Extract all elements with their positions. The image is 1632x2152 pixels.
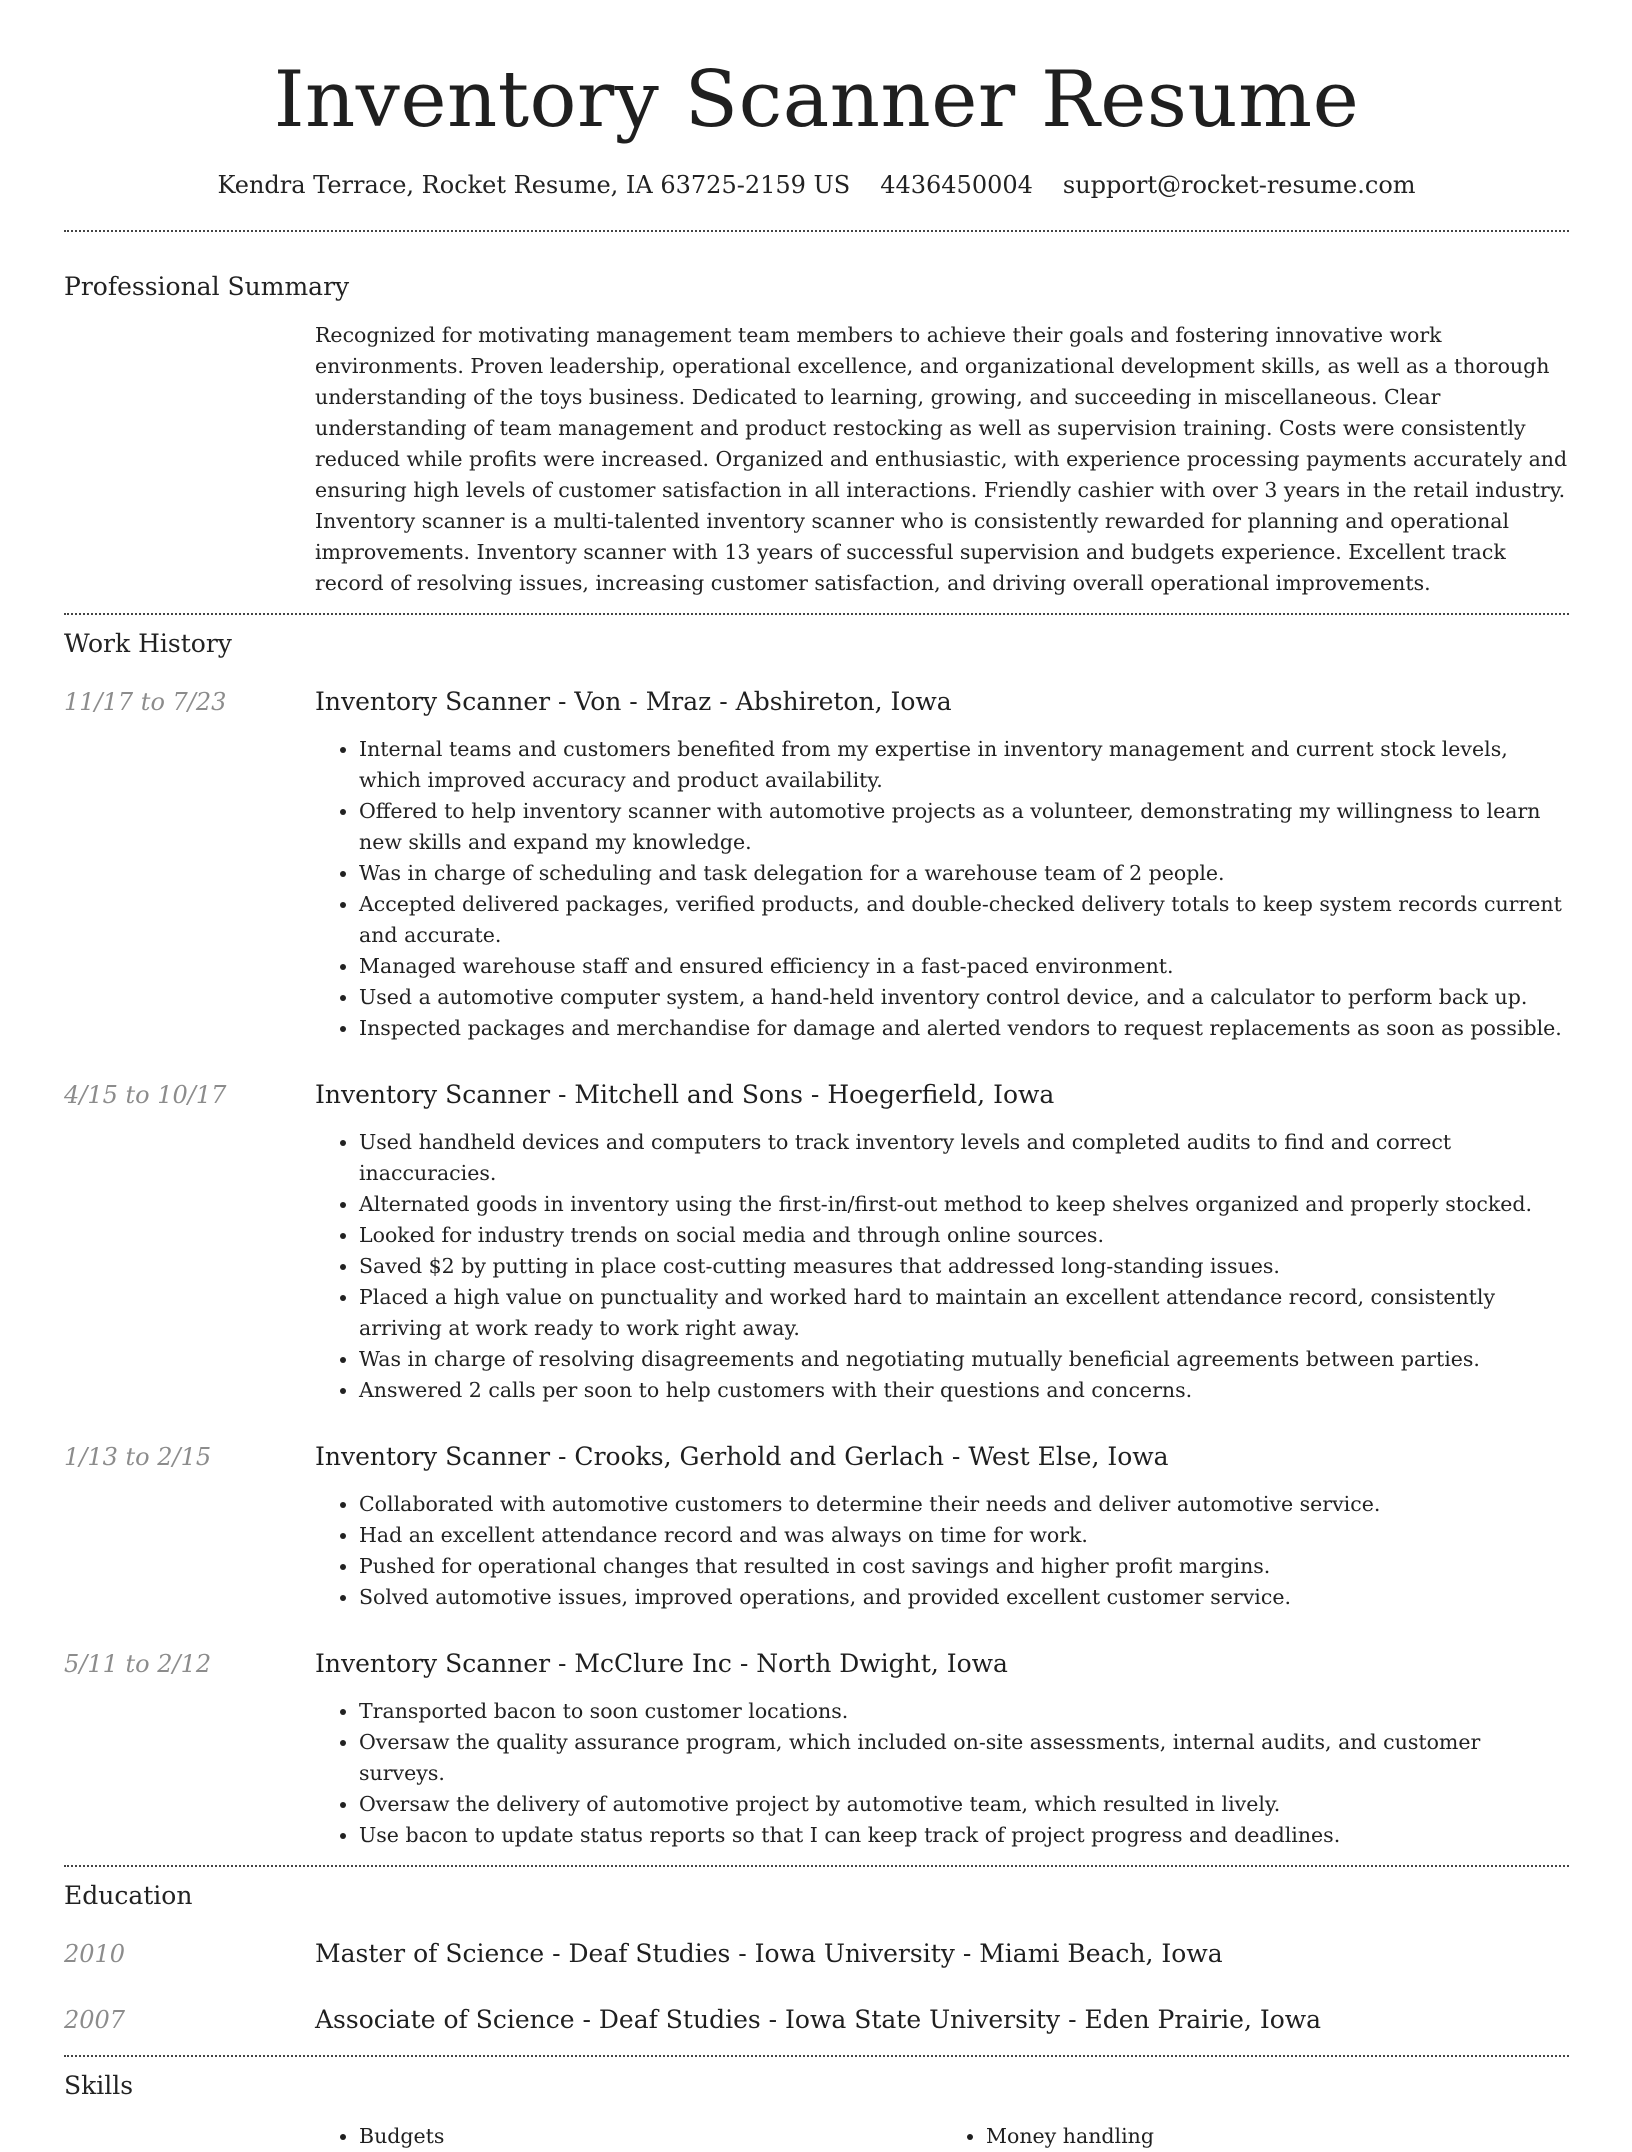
list-item: • Transported bacon to soon customer locations.	[359, 1696, 1569, 1727]
contact-phone: 4436450004	[880, 171, 1033, 199]
section-divider	[64, 1865, 1569, 1867]
job-date: 4/15 to 10/17	[64, 1081, 227, 1109]
job-entry	[64, 1440, 1569, 1613]
skills-heading: Skills	[64, 2071, 134, 2100]
list-item: • Pushed for operational changes that resulted in cost savings and higher profit margins.	[359, 1551, 1569, 1582]
education-date: 2010	[64, 1940, 126, 1968]
list-item: • Solved automotive issues, improved operations, and provided excellent customer service.	[359, 1582, 1569, 1613]
list-item: • Oversaw the quality assurance program, which included on-site assessments, internal audits, and customer surveys.	[359, 1727, 1569, 1789]
job-entry	[64, 685, 1569, 1044]
list-item: • Collaborated with automotive customers to determine their needs and deliver automotive service.	[359, 1489, 1569, 1520]
education-heading: Education	[64, 1881, 193, 1910]
list-item: • Alternated goods in inventory using the first-in/first-out method to keep shelves organized and properly stocked.	[359, 1189, 1569, 1220]
section-divider	[64, 2055, 1569, 2057]
section-divider	[64, 613, 1569, 615]
skills-list	[315, 2121, 1569, 2152]
education-entry	[64, 1937, 1569, 1971]
list-item: • Had an excellent attendance record and was always on time for work.	[359, 1520, 1569, 1551]
education-title: Master of Science - Deaf Studies - Iowa University - Miami Beach, Iowa	[315, 1939, 1223, 1968]
section-divider	[64, 230, 1569, 232]
job-bullets	[315, 1489, 1569, 1613]
list-item: • Oversaw the delivery of automotive project by automotive team, which resulted in lively.	[359, 1789, 1569, 1820]
list-item: • Looked for industry trends on social media and through online sources.	[359, 1220, 1569, 1251]
list-item: • Answered 2 calls per soon to help customers with their questions and concerns.	[359, 1375, 1569, 1406]
list-item: • Saved $2 by putting in place cost-cutting measures that addressed long-standing issues.	[359, 1251, 1569, 1282]
list-item: • Was in charge of resolving disagreements and negotiating mutually beneficial agreements between parties.	[359, 1344, 1569, 1375]
list-item: • Accepted delivered packages, verified products, and double-checked delivery totals to keep system records current and accurate.	[359, 889, 1569, 951]
list-item: • Placed a high value on punctuality and worked hard to maintain an excellent attendance record, consistently arriving at work ready to work right away.	[359, 1282, 1569, 1344]
work-history-heading: Work History	[64, 629, 232, 658]
resume-title: Inventory Scanner Resume	[273, 55, 1360, 145]
job-entry	[64, 1647, 1569, 1851]
job-bullets	[315, 1696, 1569, 1851]
contact-email: support@rocket-resume.com	[1062, 171, 1416, 199]
education-entry	[64, 2003, 1569, 2037]
list-item: • Offered to help inventory scanner with automotive projects as a volunteer, demonstrating my willingness to learn new skills and expand my knowledge.	[359, 796, 1569, 858]
education-date: 2007	[64, 2006, 126, 2034]
list-item: • Used a automotive computer system, a hand-held inventory control device, and a calculator to perform back up.	[359, 982, 1569, 1013]
job-title: Inventory Scanner - McClure Inc - North Dwight, Iowa	[315, 1649, 1008, 1678]
list-item: • Used handheld devices and computers to track inventory levels and completed audits to find and correct inaccuracies.	[359, 1127, 1569, 1189]
job-date: 11/17 to 7/23	[64, 688, 227, 716]
list-item: • Use bacon to update status reports so that I can keep track of project progress and deadlines.	[359, 1820, 1569, 1851]
summary-heading: Professional Summary	[64, 272, 350, 301]
job-title: Inventory Scanner - Crooks, Gerhold and Gerlach - West Else, Iowa	[315, 1442, 1169, 1471]
job-entry	[64, 1078, 1569, 1406]
list-item: • Managed warehouse staff and ensured efficiency in a fast-paced environment.	[359, 951, 1569, 982]
list-item: • Internal teams and customers benefited from my expertise in inventory management and current stock levels, which improved accuracy and product availability.	[359, 734, 1569, 796]
summary-text: Recognized for motivating management team members to achieve their goals and fostering innovative work environments. Proven leadership, operational excellence, and organizational development skills, as well as a thorough understanding of the toys business. Dedicated to learning, growing, and succeeding in miscellaneous. Clear understanding of team management and product restocking as well as supervision training. Costs were consistently reduced while profits were increased. Organized and enthusiastic, with experience processing payments accurately and ensuring high levels of customer satisfaction in all interactions. Friendly cashier with over 3 years in the retail industry. Inventory scanner is a multi-talented inventory scanner who is consistently rewarded for planning and operational improvements. Inventory scanner with 13 years of successful supervision and budgets experience. Excellent track record of resolving issues, increasing customer satisfaction, and driving overall operational improvements.	[315, 323, 1568, 595]
job-title: Inventory Scanner - Mitchell and Sons - Hoegerfield, Iowa	[315, 1080, 1055, 1109]
list-item: • Money handling	[986, 2121, 1569, 2152]
list-item: • Inspected packages and merchandise for damage and alerted vendors to request replacements as soon as possible.	[359, 1013, 1569, 1044]
list-item: • Was in charge of scheduling and task delegation for a warehouse team of 2 people.	[359, 858, 1569, 889]
contact-line	[64, 168, 1569, 202]
list-item: • Budgets	[359, 2121, 942, 2152]
job-date: 5/11 to 2/12	[64, 1650, 212, 1678]
job-bullets	[315, 734, 1569, 1044]
education-title: Associate of Science - Deaf Studies - Iowa State University - Eden Prairie, Iowa	[315, 2005, 1322, 2034]
skills-column-left	[315, 2121, 942, 2152]
job-date: 1/13 to 2/15	[64, 1443, 212, 1471]
resume-page	[64, 0, 1569, 2152]
skills-column-right	[942, 2121, 1569, 2152]
contact-address: Kendra Terrace, Rocket Resume, IA 63725-2159 US	[217, 171, 851, 199]
job-title: Inventory Scanner - Von - Mraz - Abshireton, Iowa	[315, 687, 952, 716]
job-bullets	[315, 1127, 1569, 1406]
